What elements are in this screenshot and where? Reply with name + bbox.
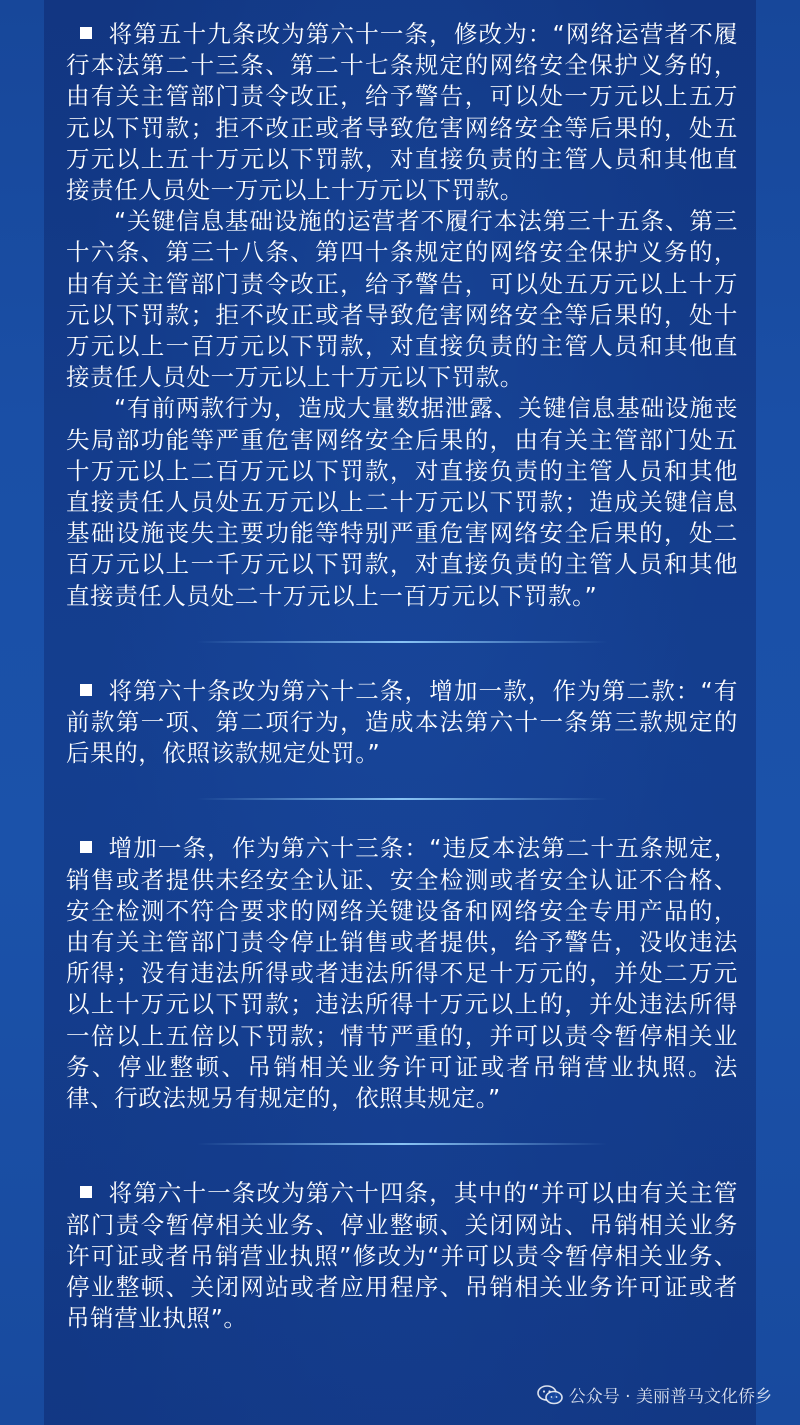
watermark-text: 公众号 · 美丽普马文化侨乡 bbox=[568, 1387, 772, 1407]
amendment-paragraph: 将第五十九条改为第六十一条，修改为：“网络运营者不履行本法第二十三条、第二十七条规定的网络安全保护义务的，由有关主管部门责令改正，给予警告，可以处一万元以上五万元以下罚款；拒不改正或者导致危害网络安全等后果的，处五万元以上五十万元以下罚款，对直接负责的主管人员和其他直接责任人员处一万元以上十万元以下罚款。 bbox=[66, 20, 738, 205]
amendment-paragraph: 将第六十条改为第六十二条，增加一款，作为第二款：“有前款第一项、第二项行为，造成本法第六十一条第三款规定的后果的，依照该款规定处罚。” bbox=[66, 676, 738, 768]
amendment-section-3 bbox=[66, 833, 738, 1114]
bullet-square-icon bbox=[80, 1186, 92, 1198]
bullet-square-icon bbox=[80, 841, 92, 853]
amendment-section-2 bbox=[66, 676, 738, 770]
amendment-paragraph: 增加一条，作为第六十三条：“违反本法第二十五条规定，销售或者提供未经安全认证、安全检测或者安全认证不合格、安全检测不符合要求的网络关键设备和网络安全专用产品的，由有关主管部门责令停止销售或者提供，给予警告，没收违法所得；没有违法所得或者违法所得不足十万元的，并处二万元以上十万元以下罚款；违法所得十万元以上的，并处违法所得一倍以上五倍以下罚款；情节严重的，并可以责令暂停相关业务、停业整顿、吊销相关业务许可证或者吊销营业执照。法律、行政法规另有规定的，依照其规定。” bbox=[66, 834, 738, 1113]
amendment-paragraph: 将第六十一条改为第六十四条，其中的“并可以由有关主管部门责令暂停相关业务、停业整顿、关闭网站、吊销相关业务许可证或者吊销营业执照”修改为“并可以责令暂停相关业务、停业整顿、关闭网站或者应用程序、吊销相关业务许可证或者吊销营业执照”。 bbox=[66, 1179, 738, 1333]
amendment-paragraph: “有前两款行为，造成大量数据泄露、关键信息基础设施丧失局部功能等严重危害网络安全后果的，由有关主管部门处五十万元以上二百万元以下罚款，对直接负责的主管人员和其他直接责任人员处五万元以上二十万元以下罚款；造成关键信息基础设施丧失主要功能等特别严重危害网络安全后果的，处二百万元以上一千万元以下罚款，对直接负责的主管人员和其他直接责任人员处二十万元以上一百万元以下罚款。” bbox=[66, 394, 738, 610]
amendment-paragraph: “关键信息基础设施的运营者不履行本法第三十五条、第三十六条、第三十八条、第四十条规定的网络安全保护义务的，由有关主管部门责令改正，给予警告，可以处五万元以上十万元以下罚款；拒不改正或者导致危害网络安全等后果的，处十万元以上一百万元以下罚款，对直接负责的主管人员和其他直接责任人员处一万元以上十万元以下罚款。 bbox=[66, 207, 738, 392]
amendment-section-4 bbox=[66, 1178, 738, 1334]
amendment-section-1 bbox=[66, 19, 738, 612]
wechat-icon bbox=[537, 1385, 563, 1405]
article-body bbox=[66, 19, 738, 1334]
bullet-square-icon bbox=[80, 27, 92, 39]
bullet-square-icon bbox=[80, 684, 92, 696]
account-watermark bbox=[537, 1382, 772, 1407]
